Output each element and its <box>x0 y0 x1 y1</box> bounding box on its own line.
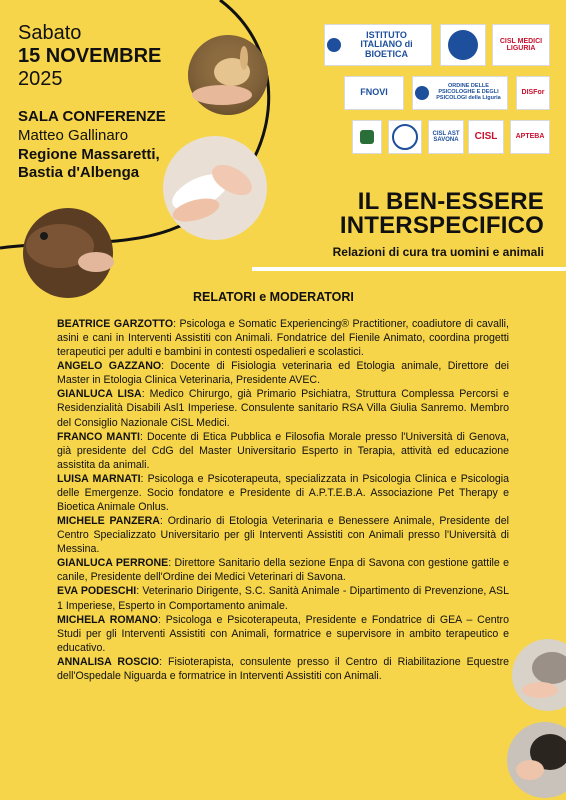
venue-place-line2: Bastia d'Albenga <box>18 164 140 182</box>
speaker-entry <box>57 430 509 472</box>
divider <box>252 267 566 271</box>
logo-ordine-psicologi-liguria: ORDINE DELLE PSICOLOGHE E DEGLI PSICOLOGI della Liguria <box>412 76 508 110</box>
speaker-bio: : Medico Chirurgo, già Primario Psichiatra, Struttura Complessa Percorsi e Residenzialità Disabili Asl1 Imperiese. Consulente sanitario RSA Villa Giulia Sanremo. Membro del Consiglio Nazionale CiSL Medici. <box>57 388 510 429</box>
cat-photo <box>512 639 566 711</box>
logo-fnovi: FNOVI <box>344 76 404 110</box>
logo-ordine-medici-savona <box>440 24 486 66</box>
event-year: 2025 <box>18 68 63 90</box>
seal-icon <box>392 124 418 150</box>
paw-hands-photo <box>163 136 267 240</box>
speaker-entry <box>57 359 509 387</box>
event-date <box>18 22 161 91</box>
horse-photo <box>23 208 114 298</box>
speaker-name: ANNALISA ROSCIO <box>57 655 160 668</box>
venue-hall: SALA CONFERENZE <box>18 108 166 125</box>
speaker-entry <box>57 584 509 612</box>
speaker-name: BEATRICE GARZOTTO <box>57 318 174 330</box>
dog-photo <box>507 722 566 798</box>
speaker-bio: : Ordinario di Etologia Veterinaria e Benessere Animale, Presidente del Centro Specializzato Universitario per gli Interventi Assistiti con Animali presso l'Università di Messina. <box>57 515 509 556</box>
speaker-bio: : Psicologa e Psicoterapeuta, Presidente e Fondatrice di GEA – Centro Studi per gli Interventi Assistiti con Animali, formatrice e supervisore in ambito terapeutico e educativo. <box>57 613 509 654</box>
speaker-name: GIANLUCA LISA <box>57 388 142 401</box>
event-subtitle: Relazioni di cura tra uomini e animali <box>332 245 544 259</box>
speaker-entry <box>57 514 509 556</box>
speaker-entry <box>57 655 509 683</box>
caduceus-seal-icon <box>448 30 478 60</box>
logo-seal-round <box>388 120 422 154</box>
venue-place-line1: Regione Massaretti, <box>18 145 160 163</box>
section-heading: RELATORI e MODERATORI <box>193 290 354 304</box>
crest-icon <box>360 130 374 144</box>
bioetica-emblem-icon <box>327 38 341 52</box>
speaker-bio: : Psicologa e Psicoterapeuta, specializzata in Psicologia Clinica e Psicologia delle Emergenze. Socio fondatore e Presidente di A.P.T.E.B.A. Associazione Pet Therapy e Bioetica Animale Onlus. <box>57 472 509 514</box>
logo-cisl-medici-liguria: CISL MEDICI LIGURIA <box>492 24 550 66</box>
title-line1: IL BEN-ESSERE <box>357 188 544 215</box>
speaker-entry <box>57 472 509 514</box>
psi-icon <box>415 86 429 100</box>
speaker-name: LUISA MARNATI <box>57 472 141 485</box>
logo-istituto-italiano-bioetica: ISTITUTO ITALIANO di BIOETICA <box>324 24 432 66</box>
speaker-bio: : Fisioterapista, consulente presso il Centro di Riabilitazione Equestre dell'Ospedale Niguarda e formatrice in Interventi Assistiti con Animali. <box>57 655 509 682</box>
speaker-name: EVA PODESCHI <box>57 585 137 598</box>
speaker-name: FRANCO MANTI <box>57 430 140 443</box>
speaker-entry <box>57 317 509 359</box>
speaker-entry <box>57 613 509 655</box>
logo-disfor: DISFor <box>516 76 550 110</box>
logo-apteba: APTEBA <box>510 120 550 154</box>
event-date-main: 15 NOVEMBRE <box>18 45 162 67</box>
title-line2: INTERSPECIFICO <box>339 212 544 239</box>
speaker-bio: : Docente di Fisiologia veterinaria ed Etologia animale, Direttore dei Master in Etologia Clinica Veterinaria, Presidente AVEC. <box>57 360 509 387</box>
logo-cisl-ast-savona: CISL AST SAVONA <box>428 120 464 154</box>
logo-cisl-red: CISL <box>468 120 504 154</box>
speaker-name: MICHELA ROMANO <box>57 613 158 626</box>
speaker-bio: : Veterinario Dirigente, S.C. Sanità Animale - Dipartimento di Prevenzione, ASL 1 Imperiese, Esperto in Comportamento animale. <box>57 585 509 612</box>
speaker-bio: : Docente di Etica Pubblica e Filosofia Morale presso l'Università di Genova, già presidente del CdG del Master Universitario Esperto in Terapia, attività ed educazione assistita da animali. <box>57 430 510 471</box>
venue-person: Matteo Gallinaro <box>18 126 129 144</box>
speaker-list <box>57 317 509 683</box>
speaker-bio: : Direttore Sanitario della sezione Enpa di Savona con gestione gattile e canile, Presidente dell'Ordine dei Medici Veterinari di Savona. <box>57 557 509 584</box>
bunny-photo <box>188 35 268 115</box>
event-day: Sabato <box>18 22 82 44</box>
logo-comune-crest <box>352 120 382 154</box>
speaker-entry <box>57 387 509 429</box>
event-venue <box>18 108 166 183</box>
speaker-entry <box>57 556 509 584</box>
event-title <box>340 190 544 238</box>
speaker-name: MICHELE PANZERA <box>57 515 160 528</box>
speaker-name: GIANLUCA PERRONE <box>57 557 169 570</box>
speaker-bio: : Psicologa e Somatic Experiencing® Practitioner, coadiutore di cavalli, asini e cani in Interventi Assistiti con Animali. Fondatrice del Fienile Animato, coordina progetti terapeutici per adulti e bambini in contesti ospedalieri e scolastici. <box>57 318 509 359</box>
speaker-name: ANGELO GAZZANO <box>57 360 162 373</box>
